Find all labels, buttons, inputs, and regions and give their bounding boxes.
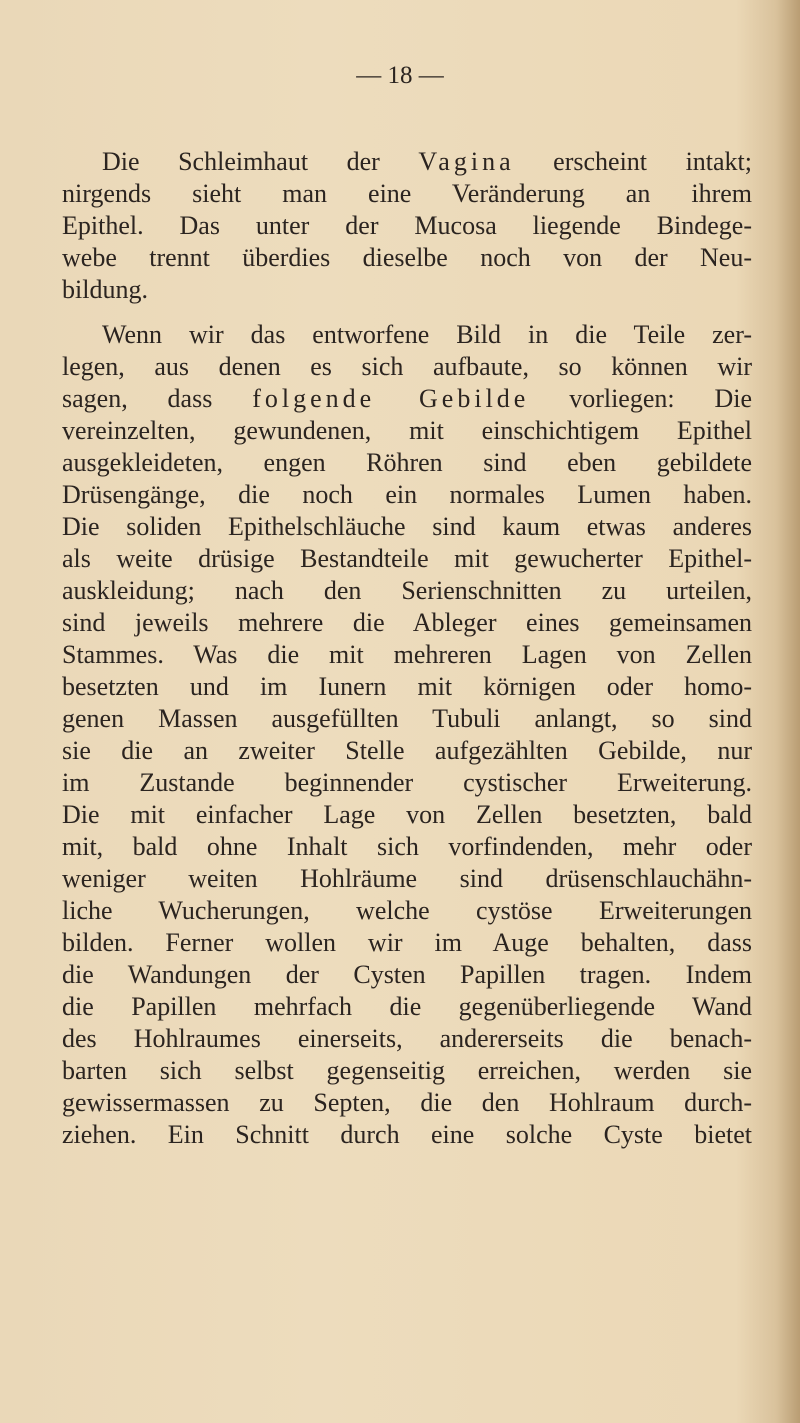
- text-line: Epithel. Das unter der Mucosa liegende Bindege-: [62, 211, 752, 240]
- paragraph: [62, 146, 752, 306]
- text-line: mit, bald ohne Inhalt sich vorfindenden, mehr oder: [62, 832, 752, 861]
- spaced-emphasis: folgende Gebilde: [252, 384, 530, 413]
- text-line: sie die an zweiter Stelle aufgezählten Gebilde, nur: [62, 736, 752, 765]
- text-line: Die Schleimhaut der Vagina erscheint intakt;: [102, 147, 753, 176]
- text-line: genen Massen ausgefüllten Tubuli anlangt, so sind: [62, 704, 752, 733]
- text-line: Stammes. Was die mit mehreren Lagen von Zellen: [62, 640, 752, 669]
- text-line: liche Wucherungen, welche cystöse Erweiterungen: [62, 896, 752, 925]
- text-line: sagen, dass folgende Gebilde vorliegen: Die: [62, 384, 752, 413]
- text-line: nirgends sieht man eine Veränderung an ihrem: [62, 179, 752, 208]
- text-line: Die soliden Epithelschläuche sind kaum etwas anderes: [62, 512, 752, 541]
- text-line: legen, aus denen es sich aufbaute, so können wir: [62, 352, 752, 381]
- paragraph: [62, 319, 752, 1151]
- text-line: bilden. Ferner wollen wir im Auge behalten, dass: [62, 928, 752, 957]
- text-line: vereinzelten, gewundenen, mit einschichtigem Epithel: [62, 416, 752, 445]
- text-line: die Papillen mehrfach die gegenüberliegende Wand: [62, 992, 752, 1021]
- spaced-emphasis: Vagina: [418, 147, 515, 176]
- text-line: auskleidung; nach den Serienschnitten zu urteilen,: [62, 576, 752, 605]
- text-line: die Wandungen der Cysten Papillen tragen. Indem: [62, 960, 752, 989]
- text-line: ziehen. Ein Schnitt durch eine solche Cyste bietet: [62, 1120, 752, 1149]
- text-line: als weite drüsige Bestandteile mit gewucherter Epithel-: [62, 544, 752, 573]
- text-line: des Hohlraumes einerseits, andererseits die benach-: [62, 1024, 752, 1053]
- text-line: im Zustande beginnender cystischer Erweiterung.: [62, 768, 752, 797]
- text-line: barten sich selbst gegenseitig erreichen, werden sie: [62, 1056, 752, 1085]
- text-line: webe trennt überdies dieselbe noch von der Neu-: [62, 243, 752, 272]
- page-number: — 18 —: [356, 62, 444, 89]
- text-line: gewissermassen zu Septen, die den Hohlraum durch-: [62, 1088, 752, 1117]
- text-line: sind jeweils mehrere die Ableger eines gemeinsamen: [62, 608, 752, 637]
- text-line: Wenn wir das entworfene Bild in die Teile zer-: [102, 320, 752, 349]
- text-line: besetzten und im Iunern mit körnigen oder homo-: [62, 672, 752, 701]
- text-line: ausgekleideten, engen Röhren sind eben gebildete: [62, 448, 752, 477]
- body-text: [62, 146, 752, 1164]
- text-line: Die mit einfacher Lage von Zellen besetzten, bald: [62, 800, 752, 829]
- text-line: Drüsengänge, die noch ein normales Lumen haben.: [62, 480, 752, 509]
- text-line: bildung.: [62, 275, 148, 304]
- text-line: weniger weiten Hohlräume sind drüsenschlauchähn-: [62, 864, 752, 893]
